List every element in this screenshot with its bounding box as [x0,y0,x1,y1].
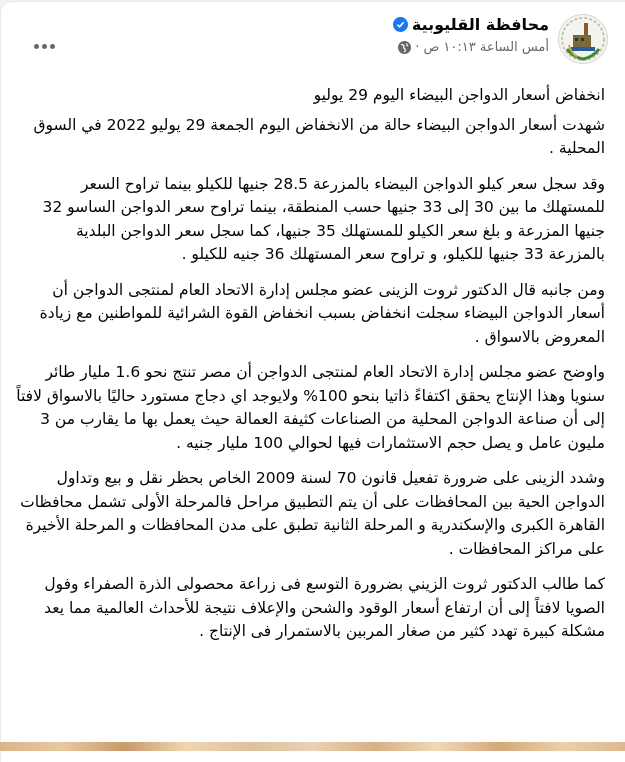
page-avatar[interactable] [558,14,608,64]
more-options-button[interactable] [28,36,60,56]
page-name-text[interactable]: محافظة القليوبية [411,15,549,34]
verified-badge-icon [393,17,408,32]
post-paragraph: واوضح عضو مجلس إدارة الاتحاد العام لمنتجى الدواجن أن مصر تنتج نحو 1.6 مليار طائر سنويا وهذا الإنتاج يحقق اكتفاءً ذاتيا بنحو 100% ولايوجد اي دجاج مستورد حاليًا بالاسواق لافتاً إلى أن صناعة الدواجن المحلية من الصناعات كثيفة العمالة حيث يعمل بها ما يقارب من 3 مليون عامل و يصل حجم الاستثمارات فيها لحوالي 100 مليار جنيه . [16,363,605,452]
globe-icon[interactable] [398,41,411,54]
post-timestamp[interactable]: أمس الساعة ١٠:١٣ ص [423,40,549,55]
dot-icon [42,44,47,49]
post-paragraph: وقد سجل سعر كيلو الدواجن البيضاء بالمزرعة 28.5 جنيها للكيلو بينما تراوح السعر للمستهلك ما بين 30 إلى 33 جنيها حسب المنطقة، بينما تراوح سعر الدواجن الساسو 32 جنيها المزرعة و بلغ سعر الكيلو للمستهلك 35 جنيها، كما سجل سعر الدواجن البلدية بالمزرعة 33 جنيها للكيلو، و تراوح سعر المستهلك 36 جنيه للكيلو . [42,174,605,263]
post-paragraph: وشدد الزينى على ضرورة تفعيل قانون 70 لسنة 2009 الخاص بحظر نقل و بيع وتداول الدواجن الحية بين المحافظات على أن يتم التطبيق مراحل فالمرحلة الأولى تشمل محافظات القاهرة الكبرى والإسكندرية و المرحلة الثانية تطبق على مدن المحافظات و المرحلة الأخيرة على مراكز المحافظات . [20,469,605,558]
post-paragraph: شهدت أسعار الدواجن البيضاء حالة من الانخفاض اليوم الجمعة 29 يوليو 2022 في السوق المحلية . [33,115,605,157]
post-image[interactable] [0,742,625,751]
post-header [0,10,625,66]
page-name[interactable] [393,15,549,34]
post-title: انخفاض أسعار الدواجن البيضاء اليوم 29 يوليو [313,86,605,104]
meta-separator: · [415,40,420,55]
dot-icon [50,44,55,49]
post-paragraph: ومن جانبه قال الدكتور ثروت الزينى عضو مجلس إدارة الاتحاد العام لمنتجى الدواجن أن أسعار الدواجن البيضاء سجلت انخفاض بسبب انخفاض القوة الشرائية للمواطنين مع زيادة المعروض بالاسواق . [39,280,605,346]
post-paragraph: كما طالب الدكتور ثروت الزيني بضرورة التوسع فى زراعة محصولى الذرة الصفراء وفول الصويا لافتاً إلى أن ارتفاع أسعار الوقود والشحن والإعلاف نتيجة للأحداث العالمية مما يعد مشكلة كبيرة تهدد كثير من صغار المربين بالاستمرار فى الإنتاج . [44,575,605,640]
dot-icon [34,44,39,49]
governorate-logo-icon [559,15,607,63]
post-meta [398,40,549,55]
post-body [15,84,605,656]
